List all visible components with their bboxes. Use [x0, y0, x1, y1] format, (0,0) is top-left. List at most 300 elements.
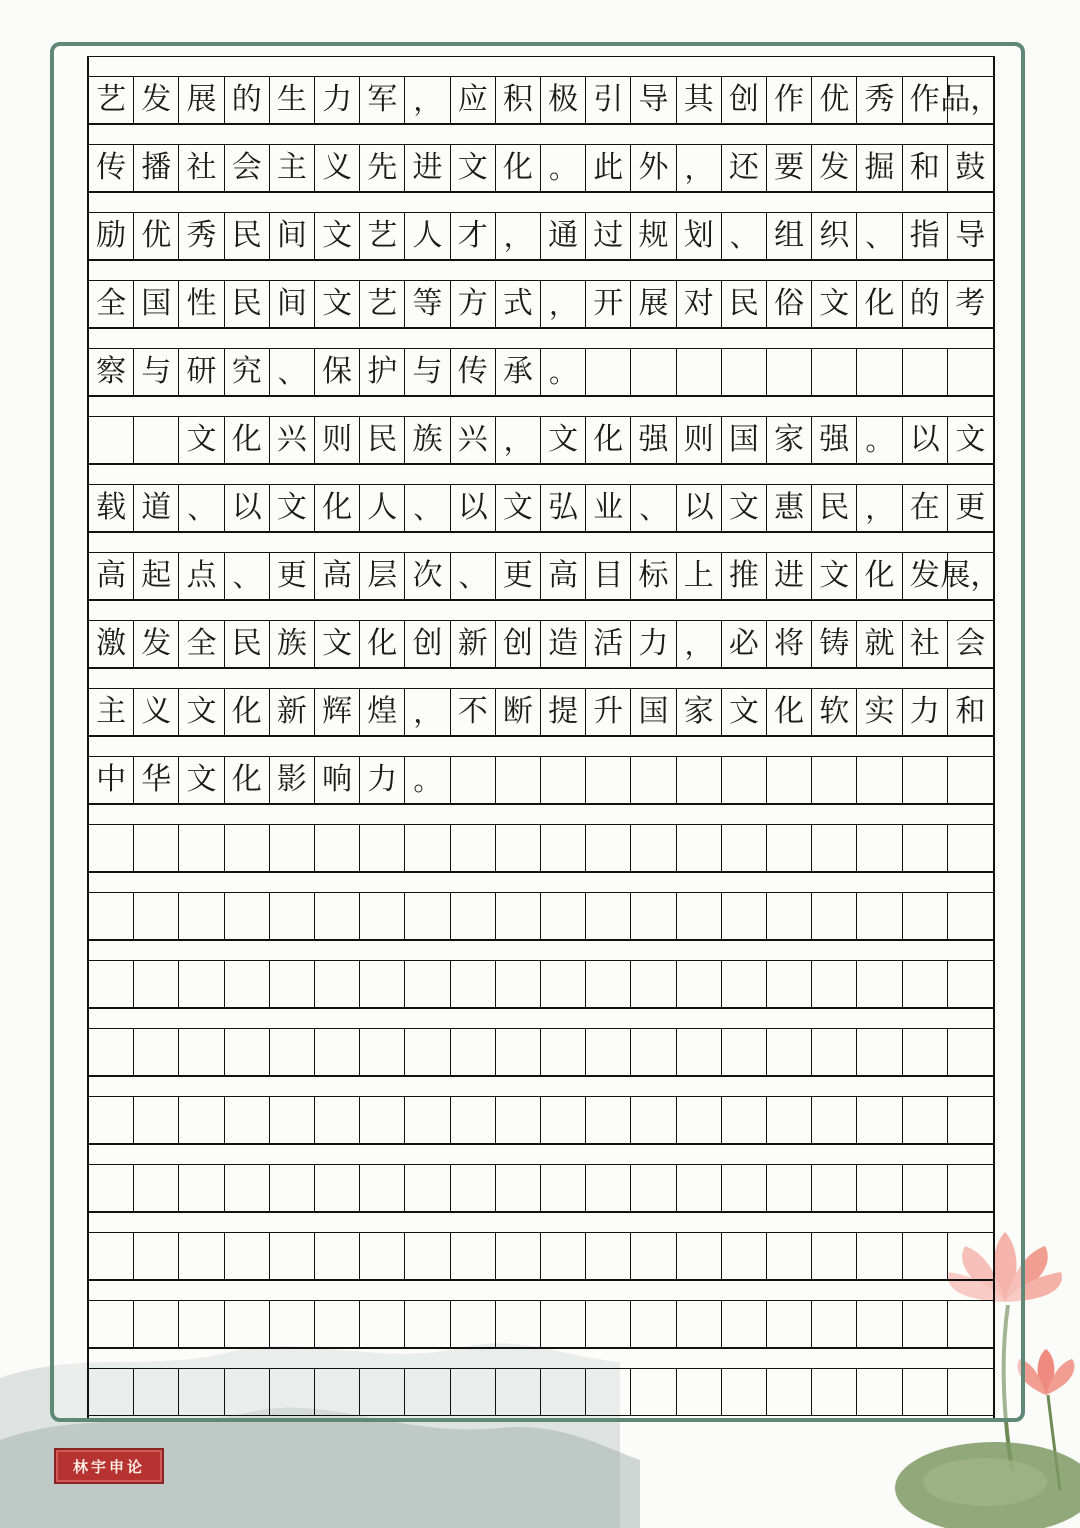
grid-cell — [586, 1097, 631, 1143]
row-spacer — [89, 396, 993, 416]
row-spacer — [89, 1076, 993, 1096]
grid-cell — [677, 825, 722, 871]
grid-cell: 会 — [225, 145, 270, 191]
grid-cell — [179, 825, 224, 871]
grid-cell: 次 — [405, 553, 450, 599]
grid-cell — [857, 1097, 902, 1143]
grid-cell: 传 — [451, 349, 496, 395]
grid-cell — [586, 825, 631, 871]
grid-cell: 究 — [225, 349, 270, 395]
grid-cell: 积 — [496, 77, 541, 123]
grid-cell: 秀 — [857, 77, 902, 123]
grid-cell — [225, 1029, 270, 1075]
grid-cell — [903, 1369, 948, 1415]
grid-cell — [903, 1165, 948, 1211]
grid-cell: 先 — [360, 145, 405, 191]
grid-cell: 力 — [360, 757, 405, 803]
grid-cell — [812, 1369, 857, 1415]
grid-cell: 层 — [360, 553, 405, 599]
grid-cell: 国 — [134, 281, 179, 327]
grid-cell: 指 — [903, 213, 948, 259]
grid-cell: 在 — [903, 485, 948, 531]
grid-cell — [767, 1097, 812, 1143]
grid-cell: 的 — [225, 77, 270, 123]
grid-cell: 社 — [903, 621, 948, 667]
grid-cell — [903, 757, 948, 803]
grid-cell — [270, 1029, 315, 1075]
grid-row — [89, 1300, 993, 1348]
grid-cell: 辉 — [315, 689, 360, 735]
grid-cell — [405, 1369, 450, 1415]
grid-row — [89, 144, 993, 192]
grid-cell — [541, 1233, 586, 1279]
grid-cell — [857, 1165, 902, 1211]
grid-cell — [631, 349, 676, 395]
grid-cell — [586, 1029, 631, 1075]
grid-row — [89, 416, 993, 464]
grid-cell: 导 — [955, 218, 986, 253]
grid-cell — [857, 893, 902, 939]
grid-cell: ， — [496, 417, 541, 463]
grid-cell — [677, 1301, 722, 1347]
grid-cell: 化 — [586, 417, 631, 463]
grid-cell: 划 — [677, 213, 722, 259]
lotus-flower-small — [1018, 1349, 1075, 1395]
grid-cell — [315, 1233, 360, 1279]
grid-cell: 间 — [270, 281, 315, 327]
grid-cell: 承 — [496, 349, 541, 395]
grid-cell — [89, 825, 134, 871]
grid-cell — [451, 1029, 496, 1075]
grid-cell: 软 — [812, 689, 857, 735]
grid-cell: 家 — [767, 417, 812, 463]
grid-cell: 考 — [955, 286, 986, 321]
grid-cell — [541, 757, 586, 803]
grid-cell: 励 — [89, 213, 134, 259]
grid-cell: 以 — [451, 485, 496, 531]
grid-cell — [496, 757, 541, 803]
grid-cell: 将 — [767, 621, 812, 667]
lotus-leaf-highlight — [923, 1458, 1047, 1506]
grid-cell — [179, 893, 224, 939]
grid-cell: 方 — [451, 281, 496, 327]
grid-row — [89, 824, 993, 872]
grid-cell — [541, 961, 586, 1007]
grid-row — [89, 756, 993, 804]
grid-cell: 文 — [315, 621, 360, 667]
grid-cell: 发 — [134, 621, 179, 667]
grid-cell: 文 — [315, 281, 360, 327]
grid-cell — [405, 1301, 450, 1347]
grid-cell: 文 — [179, 757, 224, 803]
grid-cell — [134, 961, 179, 1007]
grid-cell: 播 — [134, 145, 179, 191]
row-spacer — [89, 124, 993, 144]
grid-cell: 间 — [270, 213, 315, 259]
grid-cell — [405, 961, 450, 1007]
grid-cell: 业 — [586, 485, 631, 531]
grid-cell — [179, 1301, 224, 1347]
grid-cell: 强 — [812, 417, 857, 463]
grid-cell — [722, 825, 767, 871]
grid-cell — [903, 1097, 948, 1143]
grid-cell: 俗 — [767, 281, 812, 327]
grid-cell — [451, 1369, 496, 1415]
grid-cell — [405, 825, 450, 871]
grid-cell: 军 — [360, 77, 405, 123]
grid-cell — [722, 349, 767, 395]
grid-cell: 和 — [903, 145, 948, 191]
grid-row — [89, 552, 1001, 600]
grid-cell: 文 — [496, 485, 541, 531]
grid-cell: 文 — [722, 689, 767, 735]
grid-row — [89, 212, 993, 260]
grid-cell — [89, 1301, 134, 1347]
grid-cell: 传 — [89, 145, 134, 191]
grid-cell — [225, 825, 270, 871]
grid-cell: 化 — [857, 553, 902, 599]
grid-cell — [89, 1165, 134, 1211]
grid-cell — [677, 349, 722, 395]
grid-cell: 。 — [541, 349, 586, 395]
grid-cell — [631, 1029, 676, 1075]
grid-cell: 民 — [812, 485, 857, 531]
grid-cell: 鼓 — [955, 150, 986, 185]
grid-cell — [89, 961, 134, 1007]
grid-cell: 全 — [89, 281, 134, 327]
grid-cell: 道 — [134, 485, 179, 531]
grid-cell — [134, 1369, 179, 1415]
grid-cell: 护 — [360, 349, 405, 395]
grid-cell: 以 — [677, 485, 722, 531]
grid-cell — [948, 1029, 993, 1075]
row-spacer — [89, 600, 993, 620]
grid-cell: 。 — [857, 417, 902, 463]
grid-cell — [767, 1301, 812, 1347]
grid-cell — [631, 757, 676, 803]
grid-cell: 式 — [496, 281, 541, 327]
grid-cell: 、 — [857, 213, 902, 259]
grid-cell: ， — [677, 621, 722, 667]
grid-cell: 、 — [225, 553, 270, 599]
grid-cell: 化 — [225, 757, 270, 803]
grid-cell: 发 — [812, 145, 857, 191]
grid-cell: 民 — [225, 281, 270, 327]
grid-cell — [812, 349, 857, 395]
grid-cell — [315, 825, 360, 871]
grid-cell — [722, 893, 767, 939]
grid-cell: 必 — [722, 621, 767, 667]
grid-cell — [586, 893, 631, 939]
grid-cell: 进 — [767, 553, 812, 599]
grid-cell: ， — [541, 281, 586, 327]
grid-cell — [903, 961, 948, 1007]
grid-cell: ， — [677, 145, 722, 191]
grid-cell: 兴 — [451, 417, 496, 463]
grid-cell: 社 — [179, 145, 224, 191]
grid-cell — [270, 1369, 315, 1415]
row-spacer — [89, 1212, 993, 1232]
grid-cell — [722, 1233, 767, 1279]
grid-cell: 点 — [179, 553, 224, 599]
grid-cell — [722, 1369, 767, 1415]
grid-cell — [586, 1369, 631, 1415]
grid-cell: 主 — [270, 145, 315, 191]
grid-cell — [677, 893, 722, 939]
grid-cell — [134, 893, 179, 939]
grid-cell — [631, 1233, 676, 1279]
grid-cell — [405, 1029, 450, 1075]
grid-row — [89, 1028, 993, 1076]
grid-cell: 化 — [767, 689, 812, 735]
row-spacer — [89, 940, 993, 960]
grid-cell: 上 — [677, 553, 722, 599]
grid-cell — [948, 1233, 993, 1279]
grid-cell — [225, 1233, 270, 1279]
grid-cell: 艺 — [360, 281, 405, 327]
grid-cell: 的 — [903, 281, 948, 327]
grid-cell — [360, 1301, 405, 1347]
grid-cell: 、 — [631, 485, 676, 531]
grid-cell — [631, 1369, 676, 1415]
grid-cell: 、 — [179, 485, 224, 531]
grid-cell: 对 — [677, 281, 722, 327]
grid-cell — [948, 349, 993, 395]
grid-cell — [360, 893, 405, 939]
grid-cell — [315, 1097, 360, 1143]
grid-cell: 品， — [940, 82, 1001, 117]
grid-cell: 和 — [955, 694, 986, 729]
grid-cell — [179, 1097, 224, 1143]
grid-cell: 民 — [722, 281, 767, 327]
grid-cell: 文 — [179, 689, 224, 735]
grid-cell — [722, 757, 767, 803]
grid-cell — [903, 349, 948, 395]
grid-cell: 高 — [541, 553, 586, 599]
grid-cell — [857, 1233, 902, 1279]
grid-cell — [948, 1301, 993, 1347]
grid-cell: 进 — [405, 145, 450, 191]
grid-cell — [903, 1029, 948, 1075]
grid-cell — [767, 961, 812, 1007]
grid-cell: 实 — [857, 689, 902, 735]
grid-cell — [225, 1301, 270, 1347]
grid-row — [89, 348, 993, 396]
grid-cell: ， — [496, 213, 541, 259]
grid-cell: 与 — [405, 349, 450, 395]
grid-cell — [270, 825, 315, 871]
grid-cell: 文 — [179, 417, 224, 463]
grid-cell: 华 — [134, 757, 179, 803]
grid-cell — [405, 1165, 450, 1211]
grid-cell — [812, 825, 857, 871]
grid-cell: 兴 — [270, 417, 315, 463]
grid-cell — [405, 1233, 450, 1279]
grid-cell — [89, 417, 134, 463]
row-spacer — [89, 464, 993, 484]
grid-cell: 外 — [631, 145, 676, 191]
grid-cell — [631, 825, 676, 871]
grid-cell — [948, 1097, 993, 1143]
grid-cell: 要 — [767, 145, 812, 191]
grid-row — [89, 620, 993, 668]
grid-cell — [857, 349, 902, 395]
grid-cell: 民 — [225, 621, 270, 667]
grid-cell — [496, 1165, 541, 1211]
grid-cell — [541, 1029, 586, 1075]
grid-cell — [496, 1233, 541, 1279]
grid-cell — [631, 893, 676, 939]
grid-cell — [541, 1301, 586, 1347]
grid-cell — [134, 825, 179, 871]
grid-cell: 目 — [586, 553, 631, 599]
manuscript-grid — [87, 56, 1001, 1418]
grid-cell — [496, 893, 541, 939]
grid-cell: ， — [857, 485, 902, 531]
grid-cell — [360, 1029, 405, 1075]
grid-cell: 标 — [631, 553, 676, 599]
grid-cell — [315, 1369, 360, 1415]
grid-cell — [541, 1369, 586, 1415]
grid-cell: 艺 — [360, 213, 405, 259]
grid-cell: 以 — [903, 417, 948, 463]
grid-cell — [903, 825, 948, 871]
grid-cell: 主 — [89, 689, 134, 735]
grid-cell: 其 — [677, 77, 722, 123]
grid-cell: 则 — [315, 417, 360, 463]
grid-cell: 文 — [955, 422, 986, 457]
grid-cell: 、 — [722, 213, 767, 259]
grid-cell — [315, 1165, 360, 1211]
grid-cell: 提 — [541, 689, 586, 735]
grid-cell: 、 — [451, 553, 496, 599]
grid-cell — [722, 1165, 767, 1211]
grid-cell — [496, 1097, 541, 1143]
grid-cell: 义 — [315, 145, 360, 191]
grid-cell: 通 — [541, 213, 586, 259]
grid-cell: 文 — [812, 281, 857, 327]
grid-cell — [767, 893, 812, 939]
grid-cell: 文 — [315, 213, 360, 259]
grid-cell — [134, 1233, 179, 1279]
grid-cell — [586, 757, 631, 803]
grid-cell: 文 — [541, 417, 586, 463]
grid-cell — [451, 1301, 496, 1347]
grid-cell: 民 — [225, 213, 270, 259]
grid-cell — [677, 1369, 722, 1415]
grid-cell — [767, 1029, 812, 1075]
grid-cell — [405, 893, 450, 939]
grid-cell — [179, 1369, 224, 1415]
grid-cell: 化 — [225, 417, 270, 463]
grid-cell: 优 — [812, 77, 857, 123]
grid-cell: ， — [405, 689, 450, 735]
grid-cell — [270, 1301, 315, 1347]
grid-cell — [948, 961, 993, 1007]
grid-cell: 国 — [722, 417, 767, 463]
grid-cell: 与 — [134, 349, 179, 395]
grid-cell: 规 — [631, 213, 676, 259]
grid-cell — [767, 1233, 812, 1279]
grid-cell — [722, 1097, 767, 1143]
grid-cell — [89, 893, 134, 939]
grid-cell: 起 — [134, 553, 179, 599]
grid-cell: 弘 — [541, 485, 586, 531]
grid-cell: 过 — [586, 213, 631, 259]
grid-cell — [812, 961, 857, 1007]
grid-cell — [270, 1097, 315, 1143]
grid-cell: 激 — [89, 621, 134, 667]
grid-cell — [903, 1301, 948, 1347]
row-spacer — [89, 192, 993, 212]
grid-cell: 化 — [315, 485, 360, 531]
grid-cell — [586, 349, 631, 395]
grid-cell: 高 — [89, 553, 134, 599]
grid-cell: 作 — [767, 77, 812, 123]
grid-cell — [179, 1029, 224, 1075]
grid-cell — [315, 1029, 360, 1075]
grid-cell — [451, 1233, 496, 1279]
grid-cell: 展 — [179, 77, 224, 123]
grid-cell: 发 — [903, 553, 948, 599]
grid-cell: 等 — [405, 281, 450, 327]
row-spacer — [89, 872, 993, 892]
grid-cell — [270, 893, 315, 939]
grid-cell: 开 — [586, 281, 631, 327]
grid-cell — [179, 961, 224, 1007]
grid-cell — [903, 893, 948, 939]
grid-row — [89, 76, 1001, 124]
grid-cell — [451, 757, 496, 803]
grid-cell: 载 — [89, 485, 134, 531]
grid-cell — [496, 1301, 541, 1347]
grid-cell: 新 — [270, 689, 315, 735]
grid-cell: 保 — [315, 349, 360, 395]
grid-cell: ， — [405, 77, 450, 123]
grid-cell: 以 — [225, 485, 270, 531]
grid-row — [89, 280, 993, 328]
grid-cell — [360, 1165, 405, 1211]
grid-cell — [541, 1097, 586, 1143]
grid-cell: 文 — [722, 485, 767, 531]
grid-cell: 组 — [767, 213, 812, 259]
grid-cell: 国 — [631, 689, 676, 735]
grid-cell — [677, 961, 722, 1007]
grid-cell: 则 — [677, 417, 722, 463]
row-spacer — [89, 260, 993, 280]
grid-cell — [134, 1165, 179, 1211]
grid-cell — [948, 757, 993, 803]
row-spacer — [89, 668, 993, 688]
grid-cell — [134, 1301, 179, 1347]
grid-cell — [360, 961, 405, 1007]
grid-cell — [360, 825, 405, 871]
grid-cell: 化 — [225, 689, 270, 735]
grid-cell — [451, 961, 496, 1007]
grid-cell — [631, 1097, 676, 1143]
grid-cell: 掘 — [857, 145, 902, 191]
row-spacer — [89, 532, 993, 552]
grid-cell: 铸 — [812, 621, 857, 667]
grid-cell: 秀 — [179, 213, 224, 259]
grid-row — [89, 960, 993, 1008]
grid-cell — [225, 961, 270, 1007]
grid-cell: 煌 — [360, 689, 405, 735]
grid-cell — [677, 1029, 722, 1075]
grid-cell — [541, 1165, 586, 1211]
grid-cell: 。 — [405, 757, 450, 803]
grid-row — [89, 1164, 993, 1212]
